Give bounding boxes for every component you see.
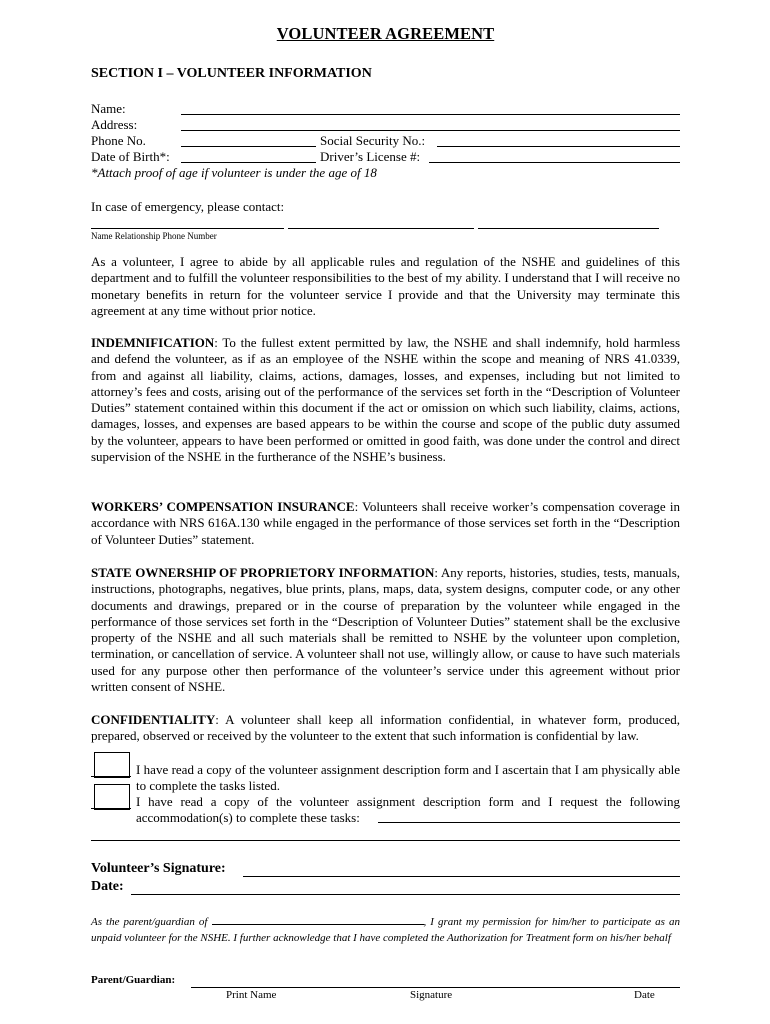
- checkbox-row-physical: [91, 752, 680, 793]
- accommodation-label: I have read a copy of the volunteer assignment description form and I request the following accommodation(s) to complete these tasks:: [136, 794, 680, 825]
- address-label: Address:: [91, 117, 138, 132]
- workers-comp-text: : Volunteers shall receive worker’s compensation coverage in accordance with NRS 616A.130 while engaged in the performance of those services set forth in the “Description of Volunteer Duties” statement.: [91, 499, 680, 547]
- state-ownership-paragraph: [91, 565, 680, 695]
- page-title: VOLUNTEER AGREEMENT: [276, 24, 495, 43]
- accommodation-field[interactable]: [378, 810, 680, 823]
- print-name-caption: Print Name: [226, 989, 277, 1001]
- checkbox-row-accommodation: [91, 784, 680, 828]
- ssn-field[interactable]: [437, 134, 680, 147]
- emergency-name-field[interactable]: [91, 218, 284, 229]
- guardian-paragraph: [91, 913, 680, 946]
- parent-guardian-field[interactable]: [191, 975, 680, 988]
- name-row: [91, 101, 680, 117]
- emergency-relationship-field[interactable]: [288, 218, 474, 229]
- volunteer-signature-label: Volunteer’s Signature:: [91, 861, 226, 876]
- signature-caption: Signature: [410, 989, 453, 1001]
- workers-comp-paragraph: [91, 499, 680, 548]
- accommodation-field-continued[interactable]: [91, 828, 680, 841]
- emergency-caption: Name Relationship Phone Number: [91, 231, 217, 241]
- workers-comp-heading: WORKERS’ COMPENSATION INSURANCE: [91, 499, 355, 514]
- ssn-label: Social Security No.:: [320, 133, 426, 148]
- dob-label: Date of Birth*:: [91, 149, 170, 164]
- phone-field[interactable]: [181, 134, 316, 147]
- volunteer-signature-field[interactable]: [243, 864, 680, 877]
- section-heading: SECTION I – VOLUNTEER INFORMATION: [91, 66, 372, 81]
- address-field[interactable]: [181, 118, 680, 131]
- name-field[interactable]: [181, 102, 680, 115]
- name-label: Name:: [91, 101, 126, 116]
- accommodation-checkbox[interactable]: [94, 784, 130, 810]
- phone-label: Phone No.: [91, 133, 146, 148]
- license-label: Driver’s License #:: [320, 149, 421, 164]
- indemnification-text: : To the fullest extent permitted by law, the NSHE and shall indemnify, hold harmless and defend the volunteer, as if as an employee of the NSHE within the scope and meaning of NRS 41.0339, from and against all liability, claims, actions, damages, losses, and expenses, including but not limited to attorney’s fees and costs, arising out of the performance of the services set forth in the “Description of Volunteer Duties” statement contained within this document if the act or omission on which such liability, claims, actions, damages, losses, and expenses are based appears to be within the course and scope of the public duty assumed by the volunteer, appears to have been performed or omitted in good faith, was done under the control and direct supervision of the NSHE in the furtherance of the NSHE’s business.: [91, 335, 680, 465]
- dob-row: [91, 149, 680, 165]
- age-note: *Attach proof of age if volunteer is under the age of 18: [91, 165, 377, 180]
- emergency-phone-field[interactable]: [478, 218, 659, 229]
- confidentiality-heading: CONFIDENTIALITY: [91, 712, 216, 727]
- checkbox-underline: [91, 808, 131, 809]
- guardian-suffix: , I grant my permission for him/her to participate as an unpaid volunteer for the NSHE. I further acknowledge that I have completed the Authorization for Treatment form on his/her behalf: [91, 916, 680, 944]
- emergency-label: In case of emergency, please contact:: [91, 199, 285, 214]
- state-ownership-heading: STATE OWNERSHIP OF PROPRIETORY INFORMATION: [91, 565, 435, 580]
- address-row: [91, 117, 680, 133]
- physical-ability-checkbox[interactable]: [94, 752, 130, 778]
- checkbox-underline: [91, 776, 131, 777]
- intro-paragraph: As a volunteer, I agree to abide by all applicable rules and regulation of the NSHE and guidelines of this department and to fulfill the volunteer responsibilities to the best of my ability. I understand that I will receive no monetary benefits in return for the volunteer service I provide and that the University may terminate this agreement at any time without prior notice.: [91, 254, 680, 318]
- signature-date-field[interactable]: [131, 882, 680, 895]
- parent-guardian-label: Parent/Guardian:: [91, 974, 176, 986]
- indemnification-paragraph: [91, 335, 680, 465]
- minor-name-field[interactable]: [212, 913, 424, 925]
- phone-row: [91, 133, 680, 149]
- state-ownership-text: : Any reports, histories, studies, tests, manuals, instructions, photographs, negatives, blue prints, plans, maps, data, system designs, computer code, or any other documents and drawings, prepared or in the course of preparation by the volunteer while engaged in the performance of those services set forth in the “Description of Volunteer Duties” statement shall be the exclusive property of the NSHE and all such materials shall be remitted to NSHE by the volunteer upon completion, termination, or cancellation of service. A volunteer shall not use, willingly allow, or cause to have such materials used for any purpose other then performance of the volunteer’s service under this agreement without prior written consent of NSHE.: [91, 565, 681, 695]
- date-caption: Date: [634, 989, 655, 1001]
- guardian-prefix: As the parent/guardian of: [91, 916, 208, 928]
- confidentiality-paragraph: [91, 712, 680, 745]
- confidentiality-text: : A volunteer shall keep all information confidential, in whatever form, produced, prepared, observed or received by the volunteer to the extent that such information is confidential by law.: [91, 712, 680, 744]
- dob-field[interactable]: [181, 150, 316, 163]
- physical-ability-text: I have read a copy of the volunteer assignment description form and I ascertain that I am physically able to complete the tasks listed.: [136, 762, 680, 793]
- date-label: Date:: [91, 879, 124, 894]
- license-field[interactable]: [429, 150, 680, 163]
- indemnification-heading: INDEMNIFICATION: [91, 335, 215, 350]
